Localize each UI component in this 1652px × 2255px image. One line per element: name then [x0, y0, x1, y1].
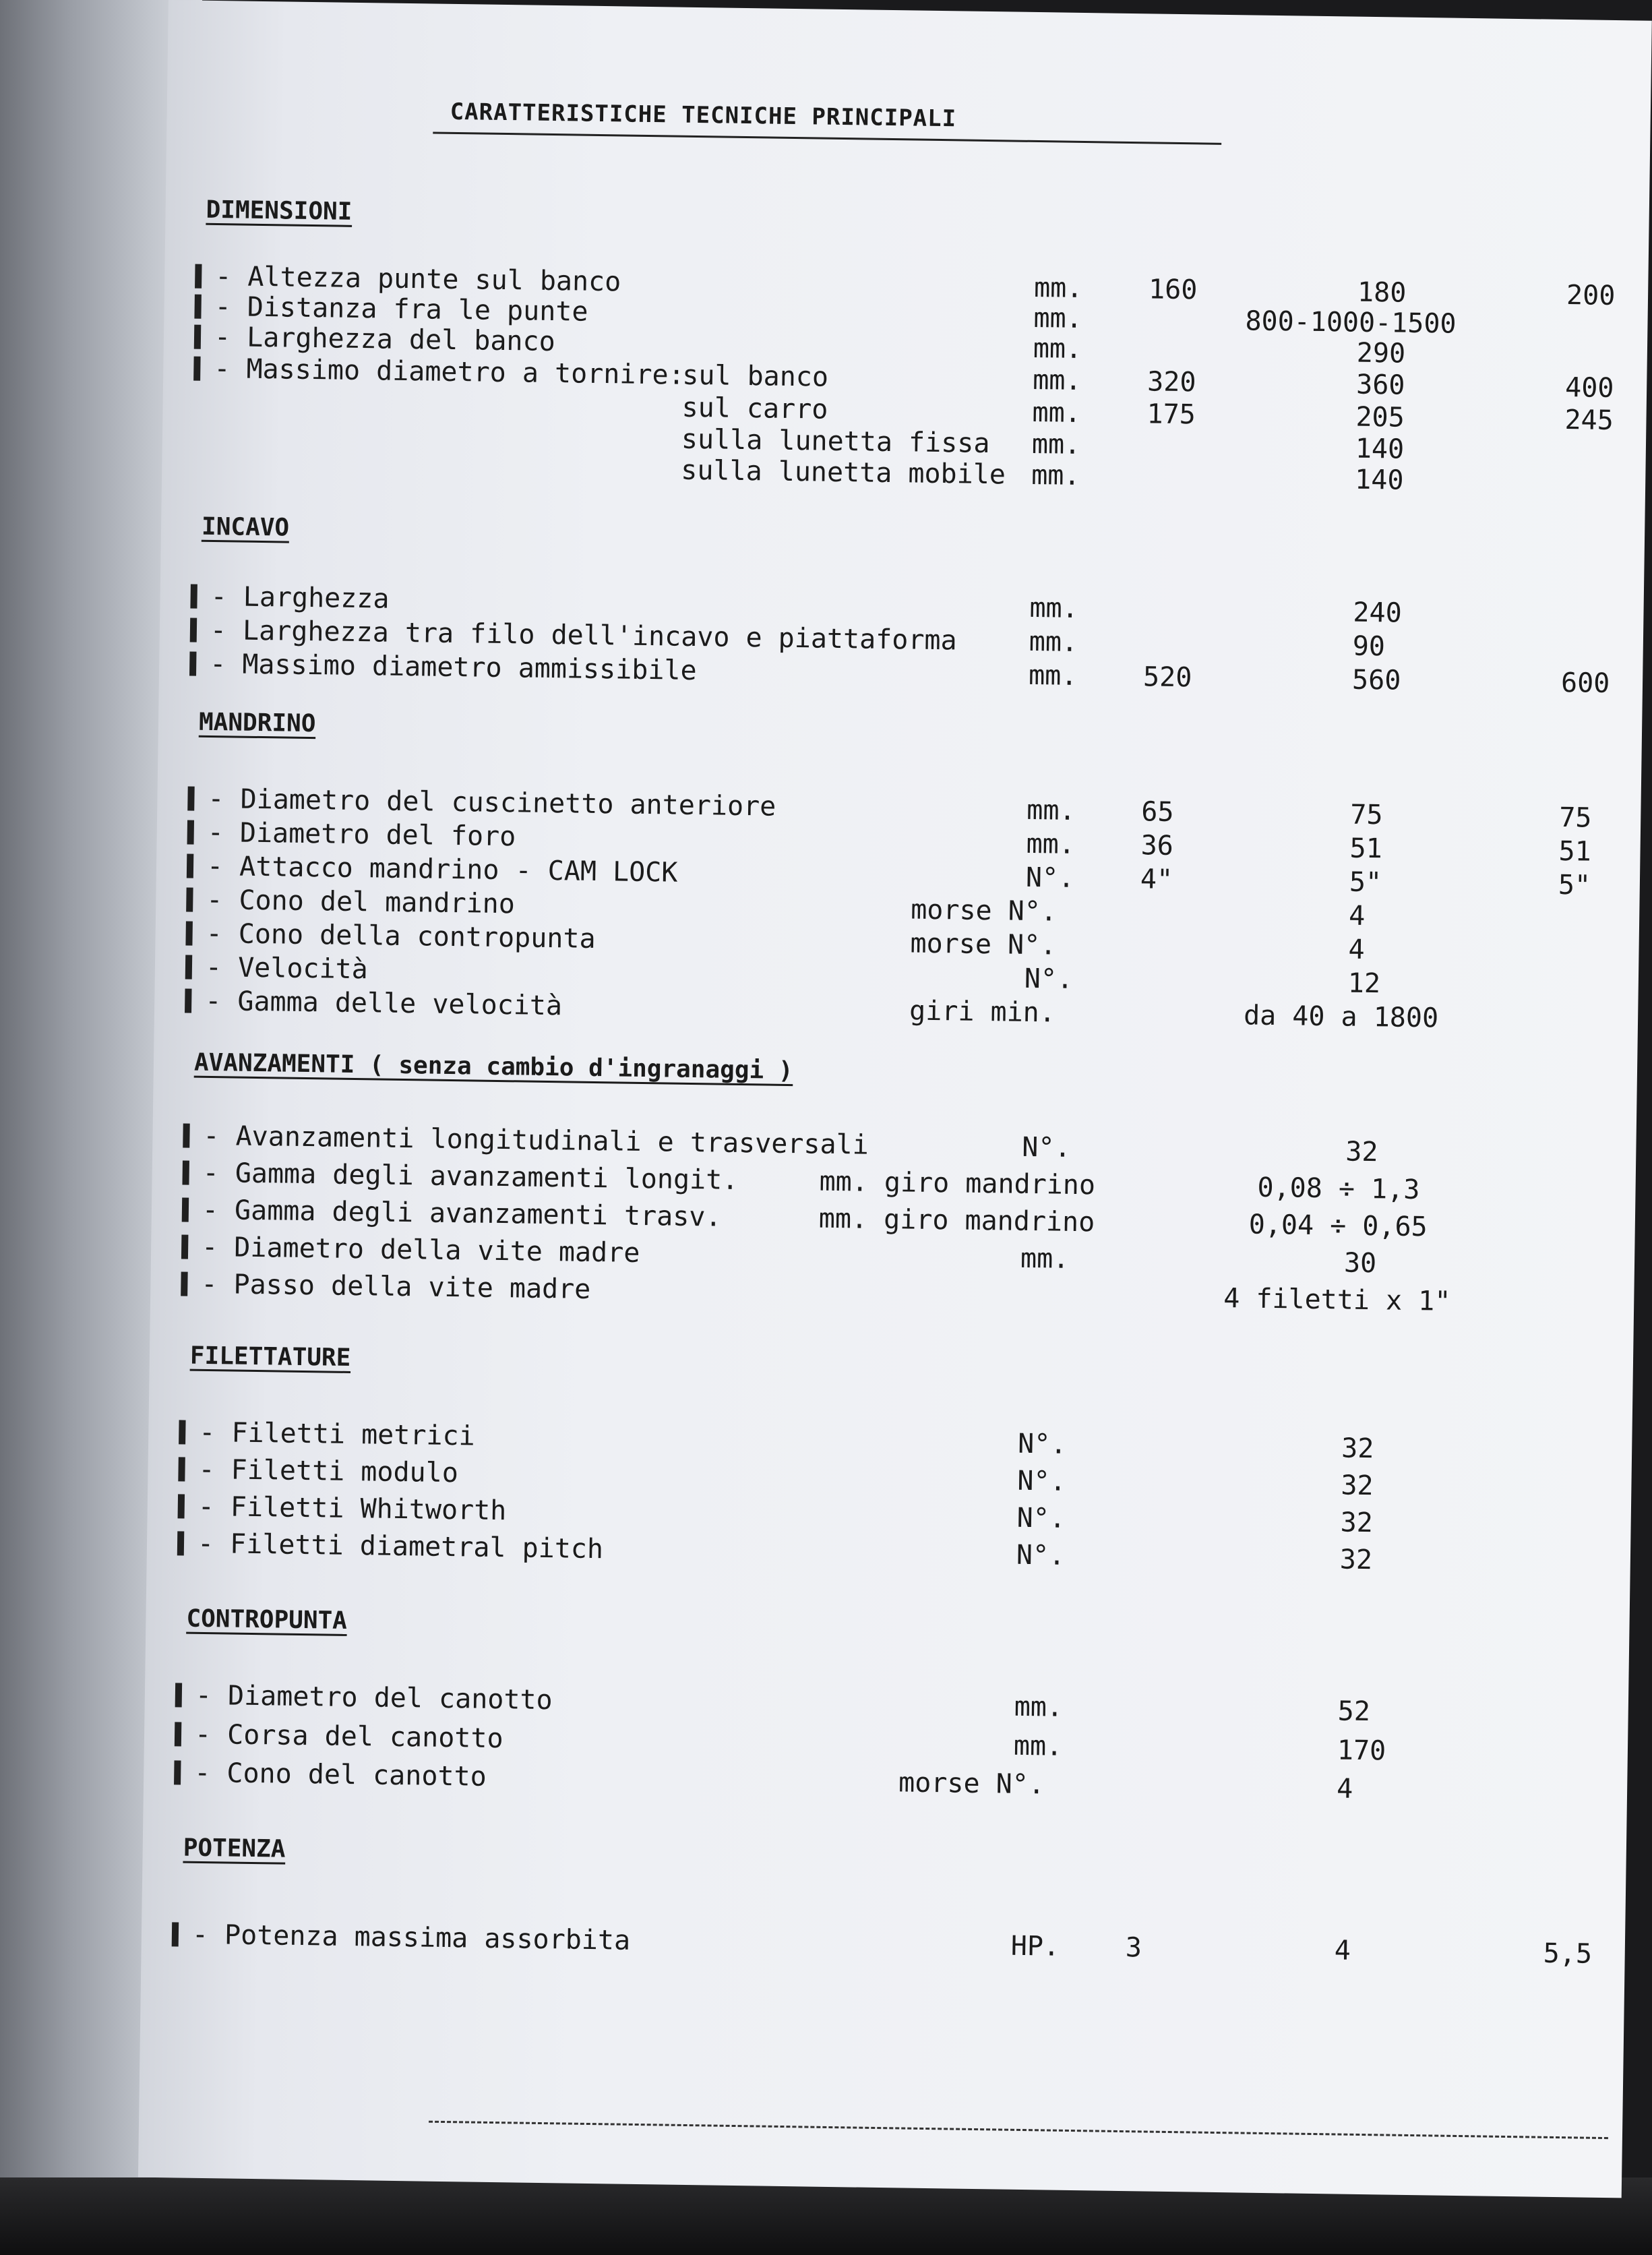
row-marker — [190, 618, 197, 642]
row-marker — [195, 264, 202, 289]
row-label: - Filetti Whitworth — [197, 1491, 507, 1527]
row-unit: mm. — [1033, 272, 1083, 304]
row-marker — [194, 295, 202, 319]
row-value-1: 320 — [1146, 366, 1196, 398]
row-value-2: 32 — [1341, 1470, 1374, 1502]
row-unit: mm. giro mandrino — [819, 1166, 1096, 1201]
row-marker — [178, 1494, 185, 1518]
row-unit: giri min. — [909, 995, 1056, 1029]
row-label: - Gamma delle velocità — [204, 985, 563, 1022]
title-underline — [433, 131, 1221, 144]
row-value-2: 140 — [1354, 464, 1404, 496]
row-marker — [175, 1722, 182, 1746]
row-label: - Altezza punte sul banco — [214, 261, 621, 298]
row-unit: N°. — [1022, 1131, 1071, 1164]
row-value-2: 170 — [1337, 1735, 1386, 1767]
section-heading-potenza: POTENZA — [183, 1834, 286, 1863]
row-marker — [186, 888, 193, 912]
row-marker — [193, 357, 201, 381]
row-unit: N°. — [1016, 1502, 1066, 1534]
row-value-2: 4 filetti x 1" — [1223, 1283, 1451, 1317]
row-value-3: 200 — [1566, 280, 1616, 312]
row-unit: mm. — [1031, 428, 1081, 460]
row-label: - Larghezza — [210, 580, 390, 615]
row-value-2: 140 — [1355, 433, 1405, 465]
row-unit: mm. — [1032, 364, 1082, 396]
row-value-1: 36 — [1140, 830, 1174, 862]
row-value-2: 205 — [1355, 401, 1405, 433]
row-label: - Filetti diametral pitch — [197, 1528, 604, 1565]
row-unit: N°. — [1017, 1465, 1067, 1497]
row-unit: mm. giro mandrino — [818, 1203, 1095, 1238]
row-unit: mm. — [1033, 302, 1083, 334]
row-value-2: 75 — [1349, 799, 1383, 831]
spec-sheet — [138, 0, 1652, 2198]
row-unit: N°. — [1025, 862, 1075, 894]
section-heading-contropunta: CONTROPUNTA — [186, 1604, 348, 1635]
row-label: - Massimo diametro a tornire: — [214, 353, 685, 391]
row-label: - Larghezza del banco — [214, 322, 556, 358]
row-value-2: da 40 a 1800 — [1243, 1000, 1439, 1034]
row-unit: mm. — [1033, 332, 1082, 365]
row-marker — [174, 1760, 181, 1784]
row-value-2: 560 — [1351, 664, 1401, 696]
row-unit: morse N°. — [910, 928, 1057, 961]
row-value-2: 4 — [1334, 1935, 1351, 1966]
row-unit: mm. — [1026, 828, 1076, 860]
section-heading-avanzamenti: AVANZAMENTI ( senza cambio d'ingranaggi ) — [193, 1048, 793, 1085]
row-marker — [181, 1271, 188, 1296]
row-value-1: 4" — [1140, 864, 1173, 895]
row-label: - Cono del canotto — [193, 1757, 487, 1793]
row-value-2: 90 — [1352, 630, 1386, 663]
row-marker — [181, 1234, 189, 1259]
row-value-1: 175 — [1146, 398, 1196, 431]
row-unit: N°. — [1016, 1539, 1066, 1571]
row-value-2: 32 — [1341, 1433, 1374, 1465]
row-label: - Cono del mandrino — [206, 884, 516, 920]
row-value-2: 800-1000-1500 — [1245, 305, 1457, 340]
row-value-1: 520 — [1142, 661, 1192, 694]
row-label: - Larghezza tra filo dell'incavo e piattaforma — [210, 614, 957, 657]
row-label: - Diametro del canotto — [195, 1679, 553, 1716]
bottom-dashed-rule — [429, 2121, 1608, 2139]
row-value-2: 4 — [1336, 1773, 1353, 1805]
row-label: - Attacco mandrino - CAM LOCK — [206, 850, 678, 889]
document-page — [138, 0, 1652, 2198]
row-marker — [172, 1922, 179, 1946]
row-marker — [183, 1123, 190, 1147]
row-value-2: 51 — [1349, 833, 1383, 865]
row-unit: mm. — [1029, 626, 1078, 658]
row-value-2: 52 — [1337, 1695, 1371, 1728]
row-sublabel: sulla lunetta fissa — [681, 423, 990, 460]
row-value-2: 290 — [1356, 337, 1406, 369]
row-marker — [177, 1531, 185, 1555]
row-value-1: 3 — [1125, 1932, 1142, 1964]
row-marker — [187, 820, 195, 845]
section-heading-incavo: INCAVO — [201, 512, 290, 542]
row-unit: morse N°. — [898, 1767, 1045, 1801]
row-marker — [190, 584, 197, 609]
row-marker — [179, 1420, 186, 1444]
row-unit: N°. — [1017, 1428, 1067, 1460]
row-marker — [194, 325, 202, 349]
row-unit: mm. — [1013, 1730, 1063, 1762]
row-value-1: 65 — [1141, 796, 1174, 828]
row-unit: mm. — [1032, 396, 1082, 429]
row-value-3: 5" — [1558, 869, 1591, 901]
row-value-2: 30 — [1343, 1247, 1377, 1280]
row-marker — [182, 1160, 189, 1184]
row-value-2: 4 — [1348, 934, 1365, 965]
row-value-2: 360 — [1355, 369, 1405, 401]
row-marker — [185, 988, 192, 1013]
page-title: CARATTERISTICHE TECNICHE PRINCIPALI — [450, 98, 957, 133]
section-heading-dimensioni: DIMENSIONI — [206, 196, 353, 226]
row-label: - Gamma degli avanzamenti trasv. — [202, 1194, 722, 1233]
row-value-3: 245 — [1564, 404, 1614, 436]
row-value-2: 32 — [1339, 1544, 1373, 1576]
row-unit: HP. — [1010, 1930, 1060, 1962]
row-value-3: 5,5 — [1543, 1937, 1593, 1970]
row-label: - Distanza fra le punte — [214, 291, 588, 328]
row-value-2: 32 — [1345, 1136, 1378, 1168]
row-label: - Velocità — [205, 951, 369, 986]
row-label: - Diametro del cuscinetto anteriore — [208, 783, 776, 822]
row-label: - Filetti metrici — [199, 1416, 476, 1452]
row-unit: mm. — [1020, 1242, 1070, 1275]
row-unit: mm. — [1014, 1691, 1064, 1723]
row-marker — [178, 1457, 185, 1481]
row-marker — [185, 955, 193, 979]
row-unit: mm. — [1031, 459, 1080, 491]
row-value-2: 0,08 ÷ 1,3 — [1257, 1172, 1420, 1206]
row-label: - Filetti modulo — [198, 1453, 459, 1489]
row-value-2: 32 — [1340, 1507, 1374, 1539]
row-sublabel: sulla lunetta mobile — [681, 454, 1006, 491]
row-value-1: 160 — [1148, 274, 1198, 306]
row-unit: mm. — [1028, 659, 1078, 692]
row-value-3: 75 — [1558, 802, 1592, 834]
section-heading-filettature: FILETTATURE — [189, 1342, 351, 1372]
row-unit: mm. — [1029, 592, 1079, 624]
row-sublabel: sul banco — [681, 359, 829, 393]
row-value-2: 5" — [1349, 866, 1382, 899]
row-label: - Cono della contropunta — [206, 918, 596, 955]
row-unit: morse N°. — [910, 894, 1058, 928]
row-marker — [182, 1197, 189, 1222]
row-label: - Potenza massima assorbita — [191, 1919, 631, 1956]
row-value-2: 4 — [1348, 900, 1366, 932]
row-value-3: 400 — [1564, 371, 1614, 404]
row-label: - Passo della vite madre — [201, 1268, 591, 1305]
row-marker — [187, 854, 194, 878]
row-value-2: 12 — [1347, 967, 1381, 1000]
row-label: - Corsa del canotto — [194, 1718, 503, 1755]
row-marker — [185, 921, 193, 945]
row-label: - Diametro della vite madre — [201, 1231, 640, 1269]
row-value-3: 600 — [1560, 667, 1610, 699]
row-marker — [189, 652, 197, 676]
row-label: - Gamma degli avanzamenti longit. — [202, 1157, 739, 1196]
row-label: - Avanzamenti longitudinali e trasversali — [203, 1120, 869, 1161]
row-value-2: 180 — [1357, 276, 1407, 309]
row-marker — [187, 787, 195, 811]
row-marker — [175, 1683, 183, 1707]
row-value-2: 240 — [1353, 597, 1403, 629]
row-unit: N°. — [1024, 963, 1074, 995]
section-heading-mandrino: MANDRINO — [198, 708, 316, 738]
row-value-3: 51 — [1558, 835, 1592, 868]
row-sublabel: sul carro — [681, 392, 828, 425]
row-value-2: 0,04 ÷ 0,65 — [1248, 1209, 1428, 1243]
row-label: - Massimo diametro ammissibile — [209, 648, 697, 687]
row-unit: mm. — [1027, 794, 1076, 826]
row-label: - Diametro del foro — [207, 816, 516, 853]
